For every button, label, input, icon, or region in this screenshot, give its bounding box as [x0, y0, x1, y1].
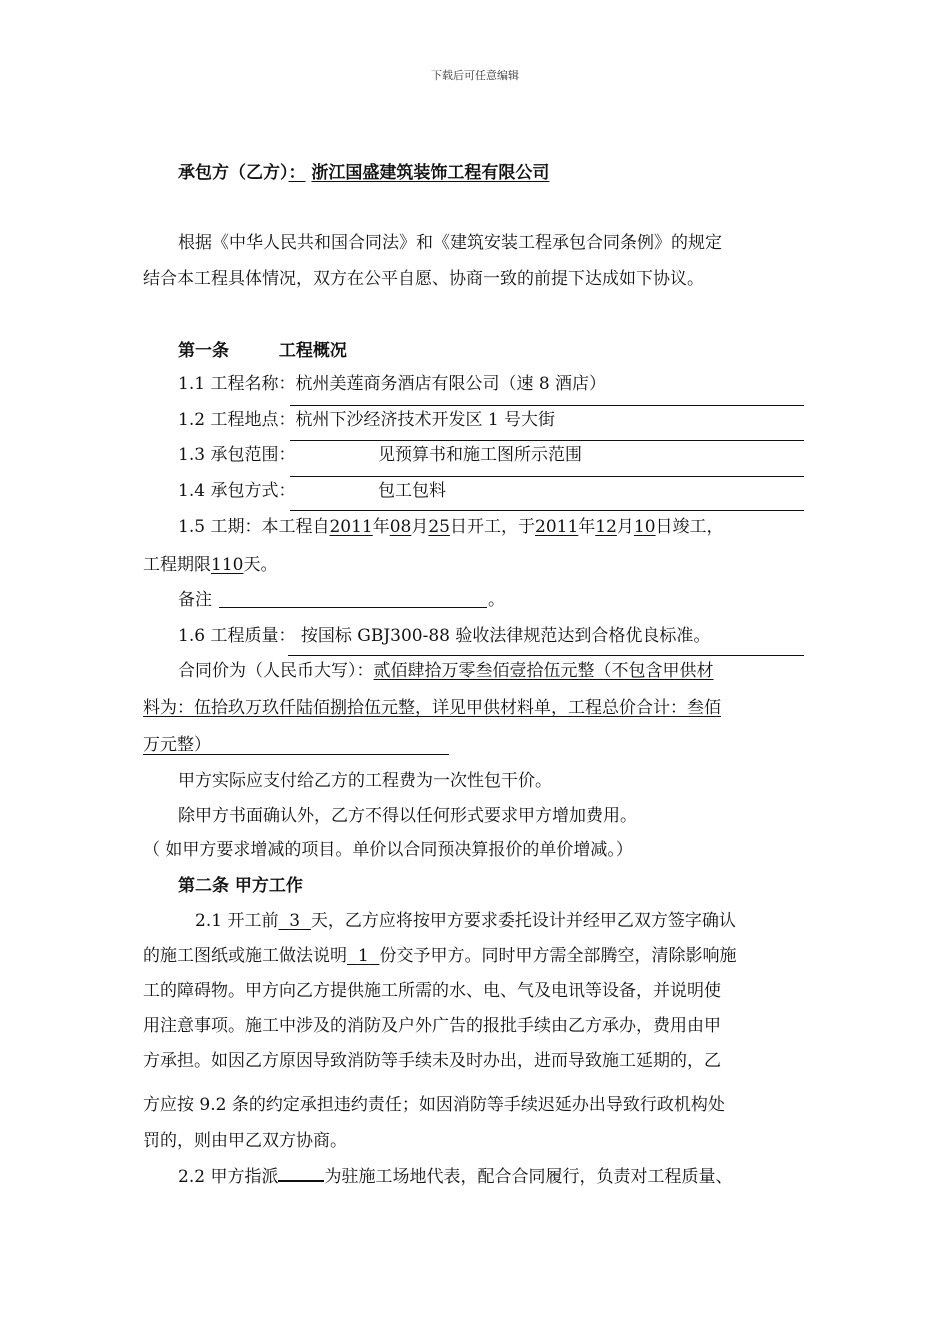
- days-value: 3: [289, 911, 301, 931]
- contractor-name: 浙江国盛建筑装饰工程有限公司: [311, 163, 550, 183]
- article-1-number: 第一条: [178, 341, 229, 361]
- days-unit: 天。: [243, 555, 278, 575]
- days-before-start: [278, 911, 310, 931]
- limit-prefix: 工程期限: [143, 555, 211, 575]
- copies: [347, 946, 379, 966]
- p1-b: 天，乙方应将按甲方要求委托设计并经甲乙双方签字确认: [310, 911, 736, 931]
- page-header-note: 下载后可任意编辑: [431, 69, 519, 82]
- underline-1-2: [290, 440, 804, 441]
- item-2-1-line-2: [143, 946, 736, 966]
- end-day: 10: [633, 517, 656, 537]
- article-1-heading: 工程概况: [278, 341, 347, 361]
- intro-line-1: 根据《中华人民共和国合同法》和《建筑安装工程承包合同条例》的规定: [178, 233, 722, 253]
- item-1-3-label: 1.3 承包范围：: [178, 445, 296, 465]
- p1-c: 的施工图纸或施工做法说明: [143, 946, 347, 966]
- p2-b: 为驻施工场地代表，配合合同履行，负责对工程质量、: [324, 1167, 733, 1187]
- month-unit: 月: [411, 517, 429, 537]
- item-2-1-line-1: [195, 911, 736, 931]
- remark-label: 备注: [178, 590, 212, 610]
- item-1-2-project-location: 1.2 工程地点：杭州下沙经济技术开发区 1 号大街: [178, 410, 556, 430]
- end-text: 日竣工，: [655, 517, 724, 537]
- p1-d: 份交予甲方。同时甲方需全部腾空，清除影响施: [379, 946, 737, 966]
- remark-blank-line: [219, 607, 487, 608]
- start-month: 08: [389, 517, 412, 537]
- price-label: 合同价为（人民币大写）：: [178, 661, 374, 681]
- p1-a: 2.1 开工前: [195, 911, 279, 931]
- underline-1-6: [288, 655, 804, 656]
- item-2-1-line-3: 工的障碍物。甲方向乙方提供施工所需的水、电、气及电讯等设备，并说明使: [143, 981, 721, 1001]
- intro-line-2: 结合本工程具体情况，双方在公平自愿、协商一致的前提下达成如下协议。: [143, 269, 704, 289]
- item-2-2-line-1: [178, 1166, 732, 1187]
- contractor-colon: ：: [288, 163, 306, 183]
- lump-sum-note: 甲方实际应支付给乙方的工程费为一次性包干价。: [178, 771, 552, 791]
- start-text: 日开工，于: [450, 517, 535, 537]
- item-2-1-line-6: 方应按 9.2 条的约定承担违约责任；如因消防等手续迟延办出导致行政机构处: [143, 1095, 725, 1115]
- article-2-title: 第二条 甲方工作: [178, 876, 303, 896]
- underline-1-1: [290, 405, 804, 406]
- item-1-4-label: 1.4 承包方式：: [178, 481, 296, 501]
- item-2-1-line-7: 罚的，则由甲乙双方协商。: [143, 1131, 347, 1151]
- month-unit-2: 月: [616, 517, 634, 537]
- price-value-3: 万元整）: [143, 735, 211, 755]
- price-line-1: [178, 661, 714, 681]
- period-limit: [143, 555, 277, 575]
- period-prefix: 1.5 工期：本工程自: [178, 517, 330, 537]
- underline-1-4: [290, 510, 804, 511]
- representative-blank: [278, 1166, 324, 1182]
- article-1-title: [178, 341, 347, 361]
- end-year: 2011: [535, 517, 579, 537]
- item-1-5-period: [178, 517, 724, 537]
- copies-value: 1: [357, 946, 369, 966]
- contractor-label: 承包方（乙方）: [178, 163, 289, 183]
- start-year: 2011: [329, 517, 373, 537]
- limit-days: 110: [211, 555, 244, 575]
- year-unit: 年: [372, 517, 390, 537]
- item-2-1-line-5: 方承担。如因乙方原因导致消防等手续未及时办出，进而导致施工延期的，乙: [143, 1051, 721, 1071]
- item-1-4-value: 包工包料: [378, 481, 446, 501]
- p2-a: 2.2 甲方指派: [178, 1167, 279, 1187]
- contractor-line: [178, 163, 549, 183]
- end-month: 12: [595, 517, 617, 537]
- item-1-1-project-name: 1.1 工程名称：杭州美莲商务酒店有限公司（速 8 酒店）: [178, 374, 607, 394]
- price-underline-3: [143, 754, 449, 755]
- underline-1-3: [290, 476, 804, 477]
- item-1-3-value: 见预算书和施工图所示范围: [378, 445, 582, 465]
- item-1-6-quality: 1.6 工程质量： 按国标 GBJ300-88 验收法律规范达到合格优良标准。: [178, 626, 711, 646]
- adjust-note: （ 如甲方要求增减的项目。单价以合同预决算报价的单价增减。）: [143, 840, 633, 860]
- price-value-2: 料为：伍拾玖万玖仟陆佰捌拾伍元整，详见甲供材料单，工程总价合计：叁佰: [143, 698, 721, 718]
- remark-end: 。: [488, 590, 505, 610]
- start-day: 25: [428, 517, 450, 537]
- item-2-1-line-4: 用注意事项。施工中涉及的消防及户外广告的报批手续由乙方承办，费用由甲: [143, 1016, 721, 1036]
- price-value-1: 贰佰肆拾万零叁佰壹拾伍元整（不包含甲供材: [373, 661, 714, 681]
- year-unit-2: 年: [578, 517, 596, 537]
- no-extra-note: 除甲方书面确认外，乙方不得以任何形式要求甲方增加费用。: [178, 806, 637, 826]
